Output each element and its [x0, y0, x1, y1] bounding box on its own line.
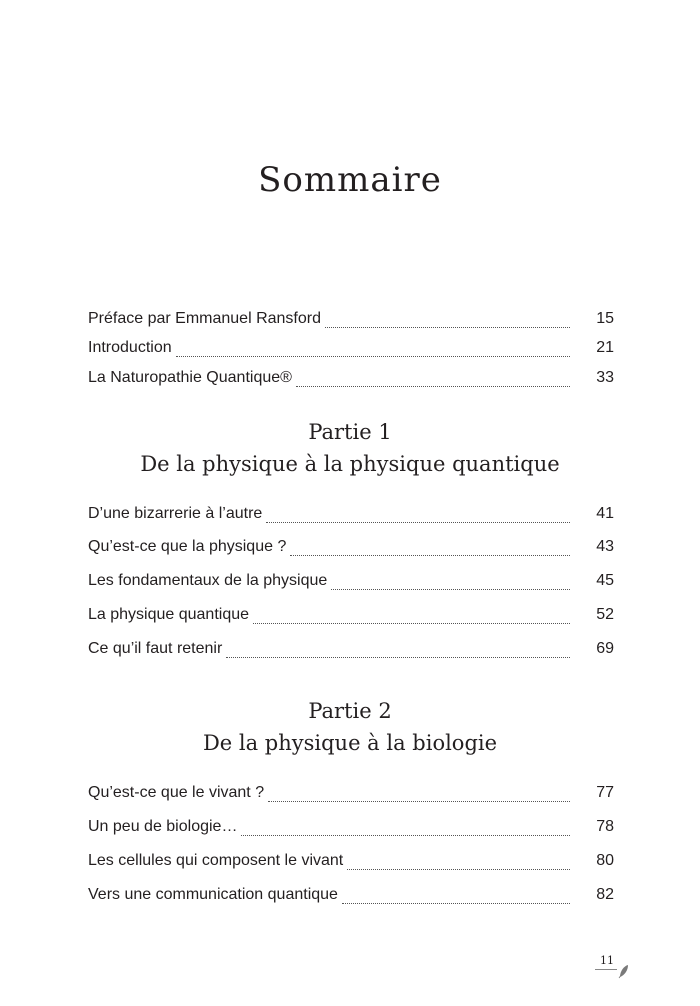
toc-entry[interactable] — [88, 640, 614, 664]
leaf-icon — [618, 963, 630, 979]
part-1-heading — [0, 416, 700, 480]
toc-entry-page: 77 — [596, 784, 614, 801]
toc-entry-page: 43 — [596, 538, 614, 555]
dot-leader — [268, 801, 570, 802]
toc-entry-label: Préface par Emmanuel Ransford — [88, 310, 321, 327]
toc-entry[interactable] — [88, 310, 614, 334]
part-2-heading — [0, 695, 700, 759]
toc-entry-page: 21 — [596, 339, 614, 356]
toc-entry-label: Les fondamentaux de la physique — [88, 572, 328, 589]
part-2-number: Partie 2 — [308, 699, 392, 723]
dot-leader — [347, 869, 570, 870]
toc-entry[interactable] — [88, 538, 614, 562]
page-title: Sommaire — [258, 160, 442, 200]
toc-entry-label: Vers une communication quantique — [88, 886, 338, 903]
toc-entry-label: Un peu de biologie… — [88, 818, 238, 835]
dot-leader — [241, 835, 570, 836]
toc-entry-page: 69 — [596, 640, 614, 657]
toc-entry[interactable] — [88, 572, 614, 596]
toc-entry[interactable] — [88, 818, 614, 842]
dot-leader — [176, 356, 570, 357]
dot-leader — [325, 327, 570, 328]
toc-entry-page: 80 — [596, 852, 614, 869]
toc-entry[interactable] — [88, 339, 614, 363]
part-1-title: De la physique à la physique quantique — [140, 452, 560, 476]
dot-leader — [342, 903, 570, 904]
toc-entry[interactable] — [88, 369, 614, 393]
toc-entry-label: Introduction — [88, 339, 172, 356]
dot-leader — [266, 522, 570, 523]
toc-entry-label: D’une bizarrerie à l’autre — [88, 505, 263, 522]
toc-entry-page: 15 — [596, 310, 614, 327]
page-number: 11 — [600, 954, 614, 967]
toc-entry[interactable] — [88, 852, 614, 876]
toc-entry-page: 45 — [596, 572, 614, 589]
part-1-number: Partie 1 — [308, 420, 392, 444]
toc-entry-label: Les cellules qui composent le vivant — [88, 852, 344, 869]
toc-entry-page: 78 — [596, 818, 614, 835]
dot-leader — [290, 555, 570, 556]
toc-entry-page: 52 — [596, 606, 614, 623]
toc-entry-label: Qu’est-ce que le vivant ? — [88, 784, 265, 801]
toc-entry[interactable] — [88, 505, 614, 529]
toc-entry[interactable] — [88, 606, 614, 630]
toc-entry[interactable] — [88, 886, 614, 910]
dot-leader — [226, 657, 570, 658]
toc-entry-page: 82 — [596, 886, 614, 903]
part-2-title: De la physique à la biologie — [202, 731, 498, 755]
dot-leader — [253, 623, 570, 624]
toc-entry-label: Ce qu’il faut retenir — [88, 640, 223, 657]
toc-entry-label: La Naturopathie Quantique® — [88, 369, 292, 386]
folio-rule — [595, 969, 617, 970]
toc-entry[interactable] — [88, 784, 614, 808]
toc-entry-label: Qu’est-ce que la physique ? — [88, 538, 287, 555]
dot-leader — [296, 386, 570, 387]
toc-entry-page: 41 — [596, 505, 614, 522]
dot-leader — [331, 589, 570, 590]
toc-entry-page: 33 — [596, 369, 614, 386]
toc-entry-label: La physique quantique — [88, 606, 250, 623]
